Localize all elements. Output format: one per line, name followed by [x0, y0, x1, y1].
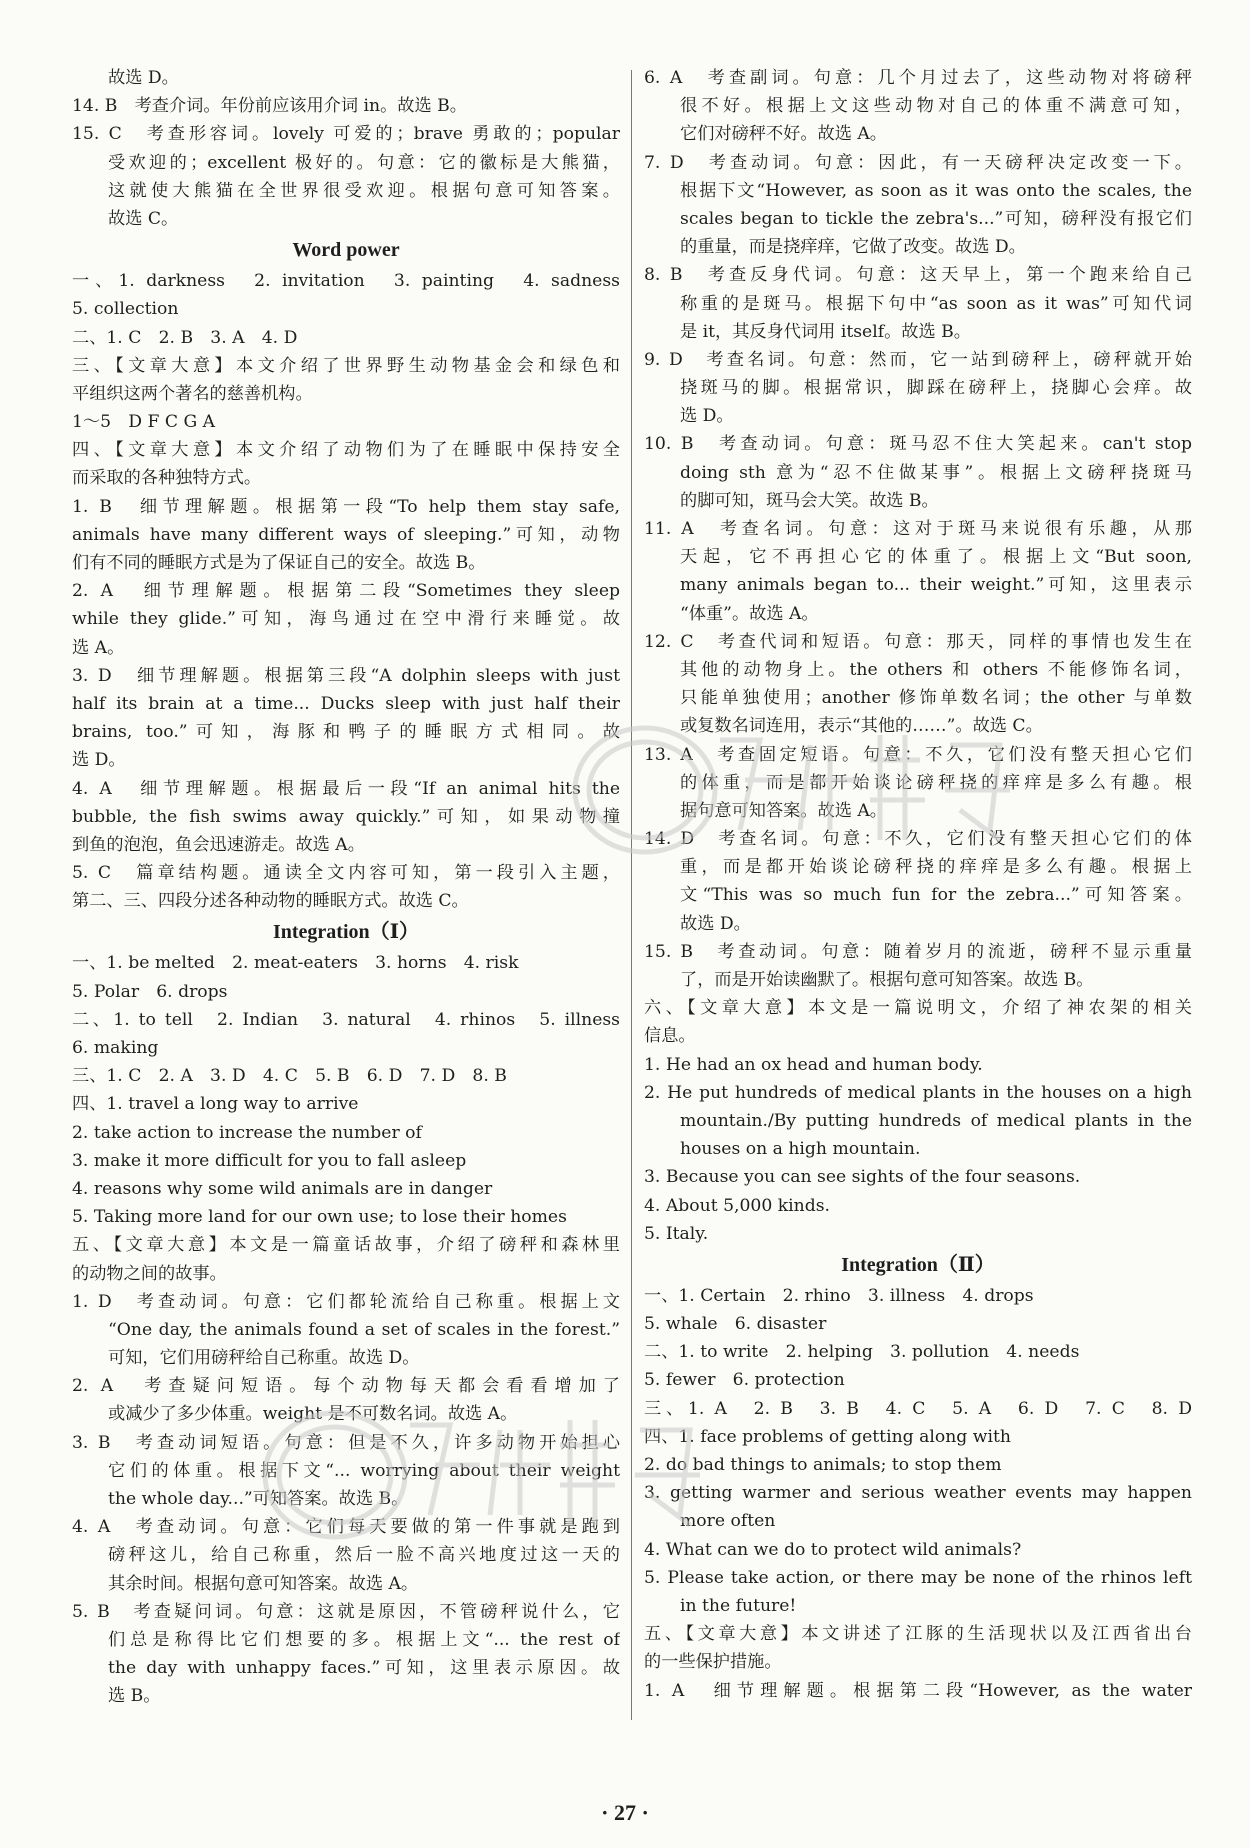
text-line: 信息。 — [644, 1026, 696, 1047]
text-line: the whole day...”可知答案。故选 B。 — [108, 1489, 409, 1509]
section-heading: Integration（Ⅱ） — [841, 1253, 995, 1276]
text-line: 的重量，而是挠痒痒，它做了改变。故选 D。 — [680, 237, 1026, 258]
text-line: 2. A 考查疑问短语。每个动物每天都会看看增加了 — [72, 1376, 620, 1397]
text-line: doing sth 意为“忍不住做某事”。根据上文磅秤挠斑马 — [680, 462, 1192, 483]
text-line: 2. He put hundreds of medical plants in the houses on a high — [644, 1082, 1192, 1103]
text-line: 5. Polar 6. drops — [72, 981, 228, 1002]
text-line: 3. getting warmer and serious weather events may happen — [644, 1483, 1192, 1504]
text-line: half its brain at a time... Ducks sleep with just half their — [72, 693, 620, 714]
text-line: 据句意可知答案。故选 A。 — [680, 800, 887, 821]
text-line: 磅秤这儿，给自己称重，然后一脸不高兴地度过这一天的 — [108, 1545, 620, 1566]
text-line: 五、【文章大意】本文是一篇童话故事，介绍了磅秤和森林里 — [72, 1235, 620, 1256]
text-line: 们有不同的睡眠方式是为了保证自己的安全。故选 B。 — [72, 553, 486, 573]
text-line: 2. take action to increase the number of — [72, 1122, 422, 1143]
section-heading: Integration（Ⅰ） — [272, 921, 419, 944]
text-line: 第二、三、四段分述各种动物的睡眠方式。故选 C。 — [72, 891, 469, 912]
text-line: 1. A 细节理解题。根据第二段“However, as the water — [644, 1680, 1192, 1701]
text-line: 五、【文章大意】本文讲述了江豚的生活现状以及江西省出台 — [644, 1624, 1192, 1645]
text-line: 可知，它们用磅秤给自己称重。故选 D。 — [108, 1348, 420, 1369]
text-line: 5. C 篇章结构题。通读全文内容可知，第一段引入主题， — [72, 863, 620, 884]
text-line: 它们的体重。根据下文“... worrying about their weight — [108, 1460, 620, 1481]
text-line: 很不好。根据上文这些动物对自己的体重不满意可知， — [680, 96, 1192, 117]
text-line: 4. A 细节理解题。根据最后一段“If an animal hits the — [72, 778, 620, 799]
text-line: 3. Because you can see sights of the four seasons. — [644, 1167, 1081, 1188]
text-line: 文“This was so much fun for the zebra...”可知答案。 — [680, 885, 1192, 906]
text-line: 四、1. travel a long way to arrive — [72, 1094, 359, 1115]
text-line: 选 B。 — [108, 1686, 161, 1707]
text-line: 15. C 考查形容词。lovely 可爱的；brave 勇敢的；popular — [72, 124, 620, 145]
text-line: 称重的是斑马。根据下句中“as soon as it was”可知代词 — [680, 293, 1192, 314]
text-line: 5. collection — [72, 299, 179, 320]
text-line: 选 D。 — [680, 406, 734, 427]
text-line: 二、1. to tell 2. Indian 3. natural 4. rhinos 5. illness — [72, 1009, 620, 1030]
text-line: 三、1. A 2. B 3. B 4. C 5. A 6. D 7. C 8. D — [644, 1398, 1192, 1419]
text-line: animals have many different ways of sleeping.”可知，动物 — [72, 524, 620, 545]
text-line: while they glide.”可知，海鸟通过在空中滑行来睡觉。故 — [72, 609, 620, 630]
text-line: 而采取的各种独特方式。 — [72, 468, 262, 489]
left-column — [72, 64, 620, 1711]
text-line: 4. reasons why some wild animals are in danger — [72, 1178, 493, 1199]
text-line: 6. A 考查副词。句意：几个月过去了，这些动物对将磅秤 — [644, 68, 1192, 88]
text-line: mountain./By putting hundreds of medical plants in the — [680, 1110, 1192, 1131]
text-line: 14. B 考查介词。年份前应该用介词 in。故选 B。 — [72, 96, 467, 117]
column-divider — [631, 70, 632, 1720]
text-line: 或复数名词连用，表示“其他的……”。故选 C。 — [680, 716, 1043, 737]
text-line: 四、1. face problems of getting along with — [644, 1426, 1011, 1447]
text-line: 四、【文章大意】本文介绍了动物们为了在睡眠中保持安全 — [72, 440, 620, 461]
text-line: 重，而是都开始谈论磅秤挠的痒痒是多么有趣。根据上 — [680, 857, 1192, 878]
text-line: 11. A 考查名词。句意：这对于斑马来说很有乐趣，从那 — [644, 519, 1192, 539]
text-line: 12. C 考查代词和短语。句意：那天，同样的事情也发生在 — [644, 631, 1192, 652]
text-line: “体重”。故选 A。 — [680, 603, 819, 624]
text-line: 7. D 考查动词。句意：因此，有一天磅秤决定改变一下。 — [644, 152, 1192, 173]
text-line: 选 A。 — [72, 637, 125, 658]
text-line: 它们对磅秤不好。故选 A。 — [680, 124, 887, 145]
text-line: 14. D 考查名词。句意：不久，它们没有整天担心它们的体 — [644, 829, 1192, 850]
text-line: 平组织这两个著名的慈善机构。 — [72, 383, 313, 404]
text-line: 的脚可知，斑马会大笑。故选 B。 — [680, 490, 939, 511]
text-line: 5. Please take action, or there may be none of the rhinos left — [644, 1567, 1192, 1588]
text-line: many animals began to... their weight.”可知，这里表示 — [680, 575, 1192, 596]
text-line: 或减少了多少体重。weight 是不可数名词。故选 A。 — [108, 1404, 518, 1425]
page-number: · 27 · — [601, 1800, 649, 1825]
text-line: 到鱼的泡泡，鱼会迅速游走。故选 A。 — [72, 834, 365, 855]
text-line: 2. do bad things to animals; to stop them — [644, 1455, 1002, 1475]
text-line: 4. About 5,000 kinds. — [644, 1195, 830, 1216]
text-line: 一、1. darkness 2. invitation 3. painting 4. sadness — [72, 271, 620, 292]
text-line: 二、1. to write 2. helping 3. pollution 4. needs — [644, 1342, 1080, 1363]
text-line: 3. D 细节理解题。根据第三段“A dolphin sleeps with just — [72, 665, 620, 686]
text-line: 1. B 细节理解题。根据第一段“To help them stay safe, — [72, 496, 620, 517]
text-line: 5. B 考查疑问词。句意：这就是原因，不管磅秤说什么，它 — [72, 1601, 620, 1622]
text-line: bubble, the fish swims away quickly.”可知，如果动物撞 — [72, 806, 620, 827]
text-line: 的一些保护措施。 — [644, 1652, 782, 1673]
text-line: 5. Taking more land for our own use; to lose their homes — [72, 1207, 567, 1228]
text-line: 15. B 考查动词。句意：随着岁月的流逝，磅秤不显示重量 — [644, 941, 1192, 962]
text-line: 8. B 考查反身代词。句意：这天早上，第一个跑来给自己 — [644, 265, 1192, 286]
section-heading: Word power — [292, 239, 400, 262]
text-line: 10. B 考查动词。句意：斑马忍不住大笑起来。can't stop — [644, 434, 1192, 455]
text-line: 6. making — [72, 1038, 159, 1058]
text-line: 故选 D。 — [108, 68, 179, 88]
text-line: 了，而是开始读幽默了。根据句意可知答案。故选 B。 — [680, 970, 1094, 990]
text-line: 选 D。 — [72, 750, 126, 771]
text-line: 其余时间。根据句意可知答案。故选 A。 — [108, 1573, 419, 1594]
text-line: 5. whale 6. disaster — [644, 1314, 827, 1335]
text-line: 4. A 考查动词。句意：它们每天要做的第一件事就是跑到 — [72, 1517, 620, 1538]
text-line: 4. What can we do to protect wild animals? — [644, 1539, 1022, 1560]
text-line: 们总是称得比它们想要的多。根据上文“... the rest of — [108, 1629, 620, 1650]
text-line: 这就使大熊猫在全世界很受欢迎。根据句意可知答案。 — [108, 180, 620, 201]
text-line: 5. Italy. — [644, 1223, 709, 1244]
text-line: 一、1. Certain 2. rhino 3. illness 4. drops — [644, 1285, 1034, 1306]
text-line: 二、1. C 2. B 3. A 4. D — [72, 327, 298, 348]
text-line: 1. He had an ox head and human body. — [644, 1054, 983, 1075]
text-line: 是 it，其反身代词用 itself。故选 B。 — [680, 321, 971, 342]
text-line: 2. A 细节理解题。根据第二段“Sometimes they sleep — [72, 581, 620, 602]
text-line: 受欢迎的；excellent 极好的。句意：它的徽标是大熊猫， — [108, 152, 620, 173]
text-line: 三、1. C 2. A 3. D 4. C 5. B 6. D 7. D 8. B — [72, 1066, 507, 1087]
text-line: 挠斑马的脚。根据常识，脚踩在磅秤上，挠脚心会痒。故 — [680, 378, 1192, 399]
text-line: more often — [680, 1511, 776, 1532]
text-line: in the future! — [680, 1595, 797, 1616]
text-line: 六、【文章大意】本文是一篇说明文，介绍了神农架的相关 — [644, 998, 1192, 1019]
right-column — [644, 64, 1192, 1705]
text-line: 1. D 考查动词。句意：它们都轮流给自己称重。根据上文 — [72, 1291, 620, 1312]
text-line: 13. A 考查固定短语。句意：不久，它们没有整天担心它们 — [644, 744, 1192, 765]
text-line: 根据下文“However, as soon as it was onto the scales, the — [680, 180, 1192, 201]
text-line: 5. fewer 6. protection — [644, 1370, 845, 1391]
text-line: brains, too.”可知，海豚和鸭子的睡眠方式相同。故 — [72, 722, 620, 743]
text-line: 三、【文章大意】本文介绍了世界野生动物基金会和绿色和 — [72, 355, 620, 376]
text-line: 3. B 考查动词短语。句意：但是不久，许多动物开始担心 — [72, 1432, 620, 1453]
text-line: 只能单独使用；another 修饰单数名词；the other 与单数 — [680, 688, 1192, 709]
text-line: houses on a high mountain. — [680, 1139, 921, 1160]
text-line: 天起，它不再担心它的体重了。根据上文“But soon, — [680, 547, 1192, 568]
text-line: 9. D 考查名词。句意：然而，它一站到磅秤上，磅秤就开始 — [644, 349, 1192, 370]
text-line: scales began to tickle the zebra's...”可知，磅秤没有报它们 — [680, 208, 1192, 229]
text-line: “One day, the animals found a set of scales in the forest.” — [108, 1319, 620, 1340]
text-line: 其他的动物身上。the others 和 others 不能修饰名词， — [680, 659, 1192, 680]
text-line: 的动物之间的故事。 — [72, 1263, 227, 1284]
text-line: 3. make it more difficult for you to fall asleep — [72, 1150, 467, 1171]
text-line: 1～5 D F C G A — [72, 412, 216, 433]
text-line: 的体重，而是都开始谈论磅秤挠的痒痒是多么有趣。根 — [680, 772, 1192, 793]
text-line: 一、1. be melted 2. meat-eaters 3. horns 4. risk — [72, 953, 519, 974]
text-line: the day with unhappy faces.”可知，这里表示原因。故 — [108, 1658, 620, 1679]
text-line: 故选 D。 — [680, 913, 751, 934]
text-line: 故选 C。 — [108, 208, 179, 229]
